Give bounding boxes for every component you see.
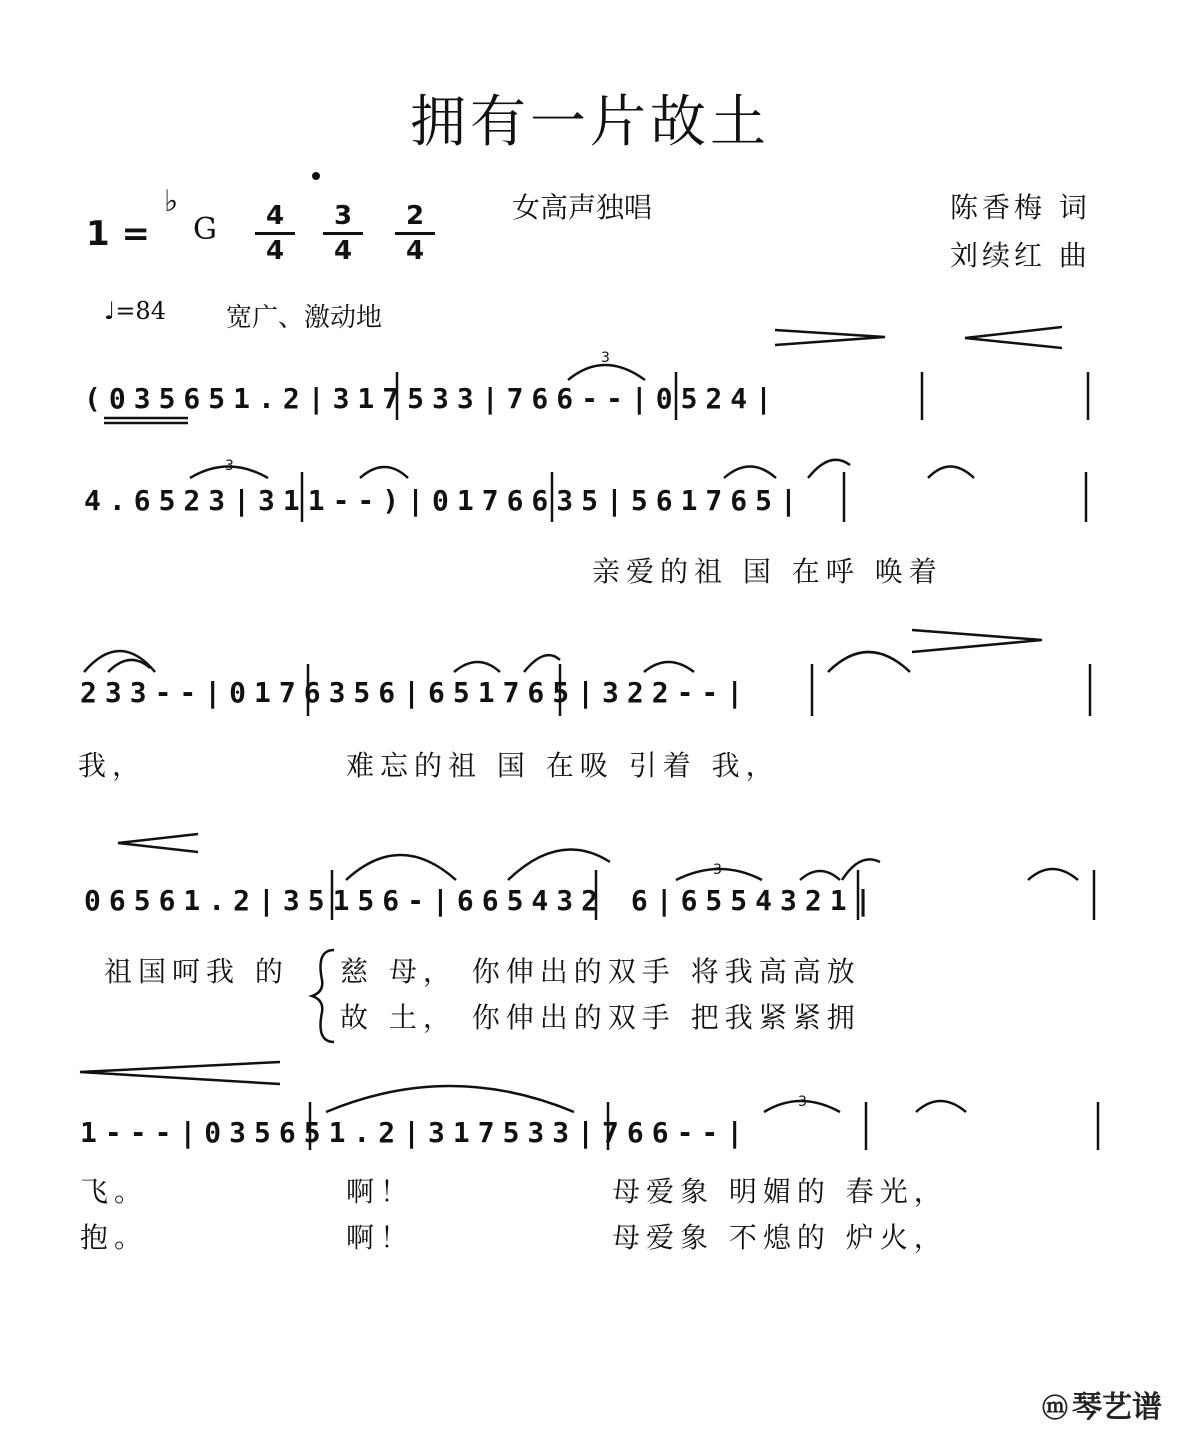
tie-slur xyxy=(842,859,880,880)
verse-brace xyxy=(312,950,334,1042)
lyric-line-3a: 我， xyxy=(78,749,147,782)
tie-slur xyxy=(916,1101,966,1112)
tempo-expression: 宽广、激动地 xyxy=(226,303,383,333)
crescendo-hairpin xyxy=(118,834,198,852)
decrescendo-hairpin xyxy=(912,630,1042,652)
lyricist-credit: 陈香梅 词 xyxy=(950,191,1091,224)
lyric-5-v2b: 啊！ xyxy=(346,1221,415,1254)
stray-dot xyxy=(312,172,320,180)
key-note: G xyxy=(193,212,217,247)
tie-slur xyxy=(524,655,560,672)
triplet-mark: 3 xyxy=(601,350,610,366)
triplet-slur xyxy=(568,365,645,380)
score-line-1: (035651.2|317533|766--|0524| xyxy=(84,382,781,415)
lyric-verse-1: 慈 母， 你伸出的双手 将我高高放 xyxy=(340,955,861,988)
time-signature-2: $\frac{3}{4}$ xyxy=(323,200,363,267)
tie-slur xyxy=(360,467,408,478)
lyric-line-3b: 难忘的祖 国 在吸 引着 我， xyxy=(346,749,780,782)
phrase-slur xyxy=(326,1086,574,1112)
triplet-mark: 3 xyxy=(225,458,234,474)
crescendo-hairpin xyxy=(965,327,1062,348)
watermark-icon: ⓜ xyxy=(1042,1394,1069,1424)
score-line-5: 1---|035651.2|317533|766--| xyxy=(80,1116,752,1149)
lyric-5-v1c: 母爱象 明媚的 春光， xyxy=(612,1175,948,1208)
decrescendo-hairpin xyxy=(775,330,885,345)
crescendo-hairpin xyxy=(80,1062,280,1084)
tie-slur xyxy=(346,855,456,880)
tie-slur xyxy=(644,662,694,672)
time-signature-3: $\frac{2}{4}$ xyxy=(395,200,435,267)
score-line-4: 06561.2|35156-|665432 6|6554321| xyxy=(84,884,880,917)
composer-credit: 刘续红 曲 xyxy=(950,239,1091,272)
lyric-5-v1b: 啊！ xyxy=(346,1175,415,1208)
tie-slur xyxy=(928,467,974,479)
tie-slur xyxy=(454,662,500,672)
song-title: 拥有一片故土 xyxy=(410,90,770,155)
flat-sign: ♭ xyxy=(164,184,179,219)
lyric-verse-2: 故 土， 你伸出的双手 把我紧紧拥 xyxy=(340,1001,861,1034)
tie-slur xyxy=(1028,869,1078,880)
tie-slur xyxy=(800,871,840,880)
tie-slur xyxy=(84,651,155,672)
lyric-line-2: 亲爱的祖 国 在呼 唤着 xyxy=(592,555,943,588)
lyric-line-4-lead: 祖国呵我 的 xyxy=(104,955,289,988)
score-line-2: 4.6523|311--)|0176635|561765| xyxy=(84,484,805,517)
tie-slur xyxy=(508,850,610,880)
triplet-mark: 3 xyxy=(713,862,722,878)
triplet-mark: 3 xyxy=(798,1094,807,1110)
tempo-mark: ♩=84 xyxy=(104,297,166,325)
key-signature: 1 = xyxy=(86,214,150,254)
lyric-5-v2c: 母爱象 不熄的 炉火， xyxy=(612,1221,948,1254)
time-signature-1: $\frac{4}{4}$ xyxy=(255,200,295,267)
lyric-5-v2a: 抱。 xyxy=(80,1221,149,1254)
tie-slur xyxy=(828,652,910,672)
watermark-text: 琴艺谱 xyxy=(1072,1390,1163,1425)
performance-note: 女高声独唱 xyxy=(512,191,653,224)
score-line-3: 233--|0176356|651765|322--| xyxy=(80,676,752,709)
lyric-5-v1a: 飞。 xyxy=(80,1175,149,1208)
tie-slur xyxy=(724,467,776,479)
